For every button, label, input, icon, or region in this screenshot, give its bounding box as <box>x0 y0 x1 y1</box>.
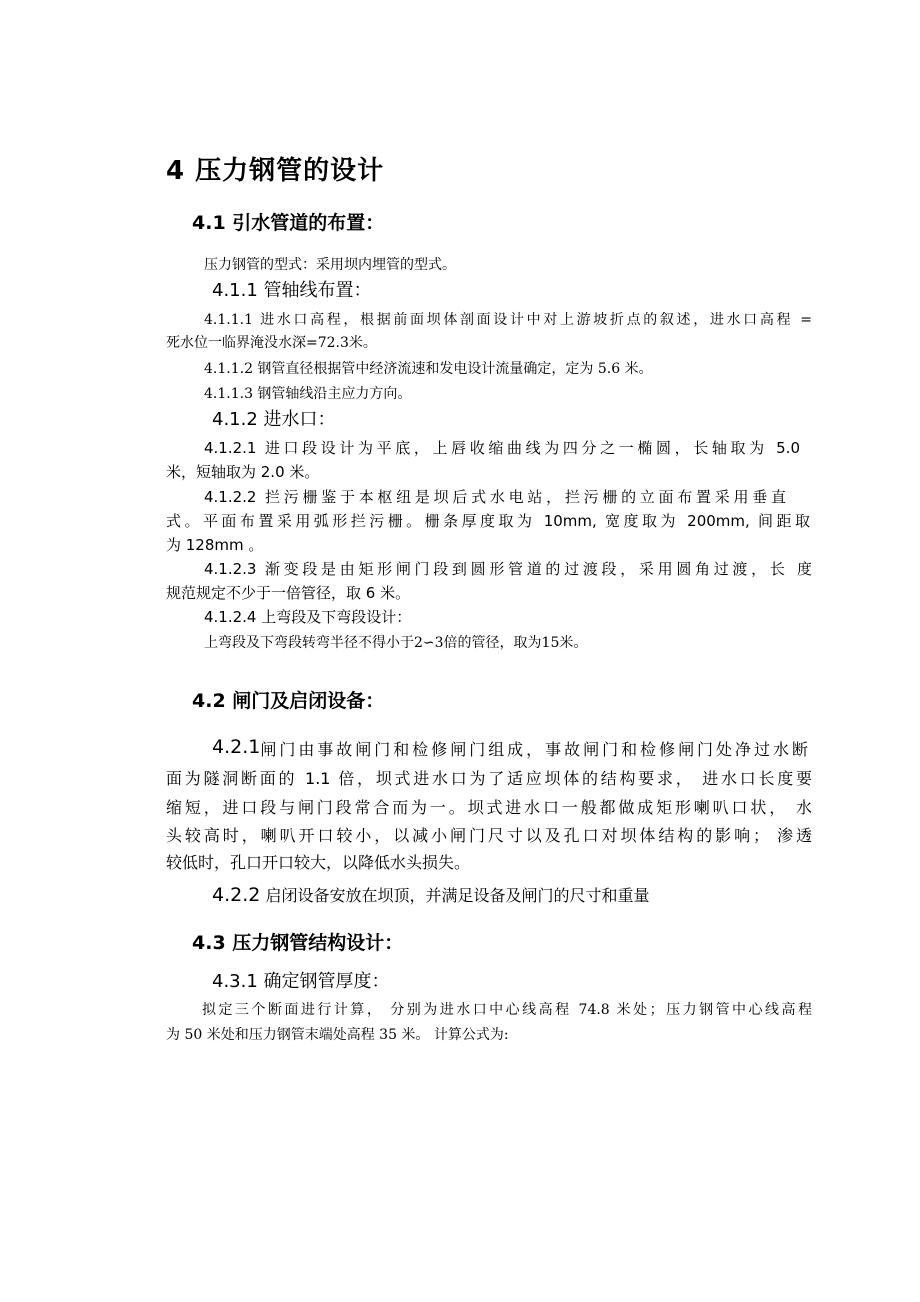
para-4-1-1-3: 4.1.1.3 钢管轴线沿主应力方向。 <box>204 386 412 402</box>
para-4-1-1-1-line1: 4.1.1.1 进水口高程，根据前面坝体剖面设计中对上游坡折点的叙述，进水口高程 = <box>204 312 812 328</box>
para-4-3-1-line1: 拟定三个断面进行计算， 分别为进水口中心线高程 74.8 米处；压力钢管中心线高程 <box>202 1002 812 1018</box>
para-4-2-1-number: 4.2.1 <box>212 736 261 758</box>
section-4-1-1-heading: 4.1.1 管轴线布置： <box>212 280 372 301</box>
section-4-2-heading: 4.2 闸门及启闭设备： <box>192 690 385 712</box>
section-4-1-intro: 压力钢管的型式：采用坝内埋管的型式。 <box>204 257 456 273</box>
para-4-2-1-line1 <box>212 737 808 760</box>
para-4-2-1-text: 闸门由事故闸门和检修闸门组成，事故闸门和检修闸门处净过水断 <box>260 740 808 759</box>
para-4-2-1-line2: 面为隧洞断面的 1.1 倍，坝式进水口为了适应坝体的结构要求， 进水口长度要 <box>166 769 812 788</box>
para-4-1-1-1-line2: 死水位一临界淹没水深=72.3米。 <box>166 335 377 351</box>
chapter-title: 4 压力钢管的设计 <box>166 156 385 186</box>
para-4-1-2-2-line3: 为 128mm 。 <box>166 536 264 554</box>
para-4-2-2-number: 4.2.2 <box>212 884 261 906</box>
para-4-1-2-3-line1: 4.1.2.3 渐变段是由矩形闸门段到圆形管道的过渡段，采用圆角过渡，长 度 <box>204 560 812 578</box>
para-4-2-1-line4: 头较高时，喇叭开口较小，以减小闸门尺寸以及孔口对坝体结构的影响； 渗透 <box>166 826 812 845</box>
para-4-2-1-line5: 较低时，孔口开口较大，以降低水头损失。 <box>166 853 471 872</box>
section-4-1-2-heading: 4.1.2 进水口： <box>212 409 336 430</box>
para-4-1-2-1-line2: 米，短轴取为 2.0 米。 <box>166 463 320 481</box>
para-4-2-2-text: 启闭设备安放在坝顶，并满足设备及闸门的尺寸和重量 <box>260 886 650 905</box>
para-4-3-1-line2: 为 50 米处和压力钢管末端处高程 35 米。 计算公式为: <box>166 1027 509 1043</box>
para-4-2-2 <box>212 883 649 906</box>
para-4-2-1-line3: 缩短，进口段与闸门段常合而为一。坝式进水口一般都做成矩形喇叭口状， 水 <box>166 798 812 817</box>
para-4-1-2-3-line2: 规范规定不少于一倍管径，取 6 米。 <box>166 584 411 602</box>
section-4-3-heading: 4.3 压力钢管结构设计： <box>192 932 404 954</box>
para-4-1-2-4: 4.1.2.4 上弯段及下弯段设计： <box>204 608 412 626</box>
section-4-1-heading: 4.1 引水管道的布置： <box>192 212 385 234</box>
para-4-1-2-2-line1: 4.1.2.2 拦污栅鉴于本枢纽是坝后式水电站，拦污栅的立面布置采用垂直 <box>204 488 786 506</box>
para-4-1-2-1-line1: 4.1.2.1 进口段设计为平底，上唇收缩曲线为四分之一椭圆，长轴取为 5.0 <box>204 439 800 457</box>
section-4-3-1-heading: 4.3.1 确定钢管厚度： <box>212 971 390 992</box>
para-4-1-2-2-line2: 式。平面布置采用弧形拦污栅。栅条厚度取为 10mm, 宽度取为 200mm, 间距取 <box>166 512 810 530</box>
para-4-1-2-5: 上弯段及下弯段转弯半径不得小于2∽3倍的管径，取为15米。 <box>204 635 588 651</box>
para-4-1-1-2: 4.1.1.2 钢管直径根据管中经济流速和发电设计流量确定，定为 5.6 米。 <box>204 361 653 377</box>
